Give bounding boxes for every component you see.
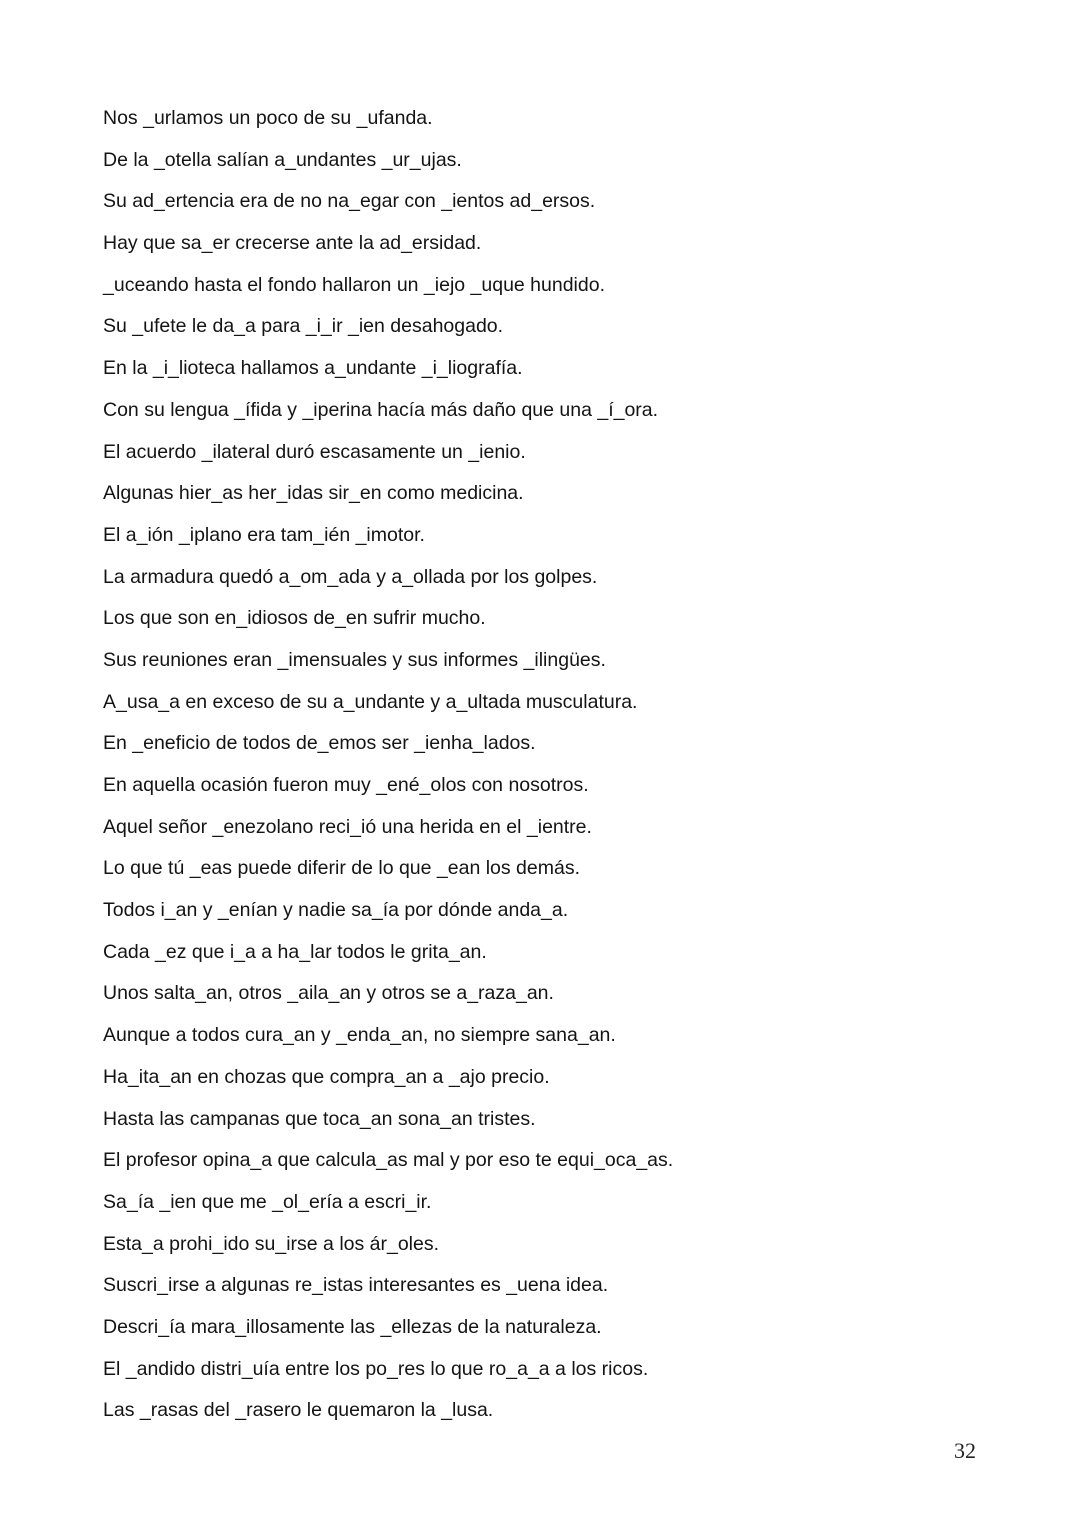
exercise-sentence: Suscri_irse a algunas re_istas interesantes es _uena idea. — [103, 1274, 609, 1297]
exercise-sentence: El profesor opina_a que calcula_as mal y por eso te equi_oca_as. — [103, 1149, 674, 1172]
page-number: 32 — [954, 1438, 976, 1463]
exercise-sentence: La armadura quedó a_om_ada y a_ollada por los golpes. — [103, 565, 598, 588]
exercise-sentence: Algunas hier_as her_idas sir_en como medicina. — [103, 482, 524, 505]
exercise-sentence: Todos i_an y _enían y nadie sa_ía por dónde anda_a. — [103, 899, 569, 922]
exercise-sentence: El acuerdo _ilateral duró escasamente un _ienio. — [103, 440, 526, 463]
exercise-sentence: Nos _urlamos un poco de su _ufanda. — [103, 107, 433, 129]
exercise-sentence: Sus reuniones eran _imensuales y sus informes _ilingües. — [103, 648, 606, 671]
exercise-sentence: Hay que sa_er crecerse ante la ad_ersidad. — [103, 232, 482, 255]
exercise-sentence: El _andido distri_uía entre los po_res lo que ro_a_a a los ricos. — [103, 1357, 649, 1380]
exercise-sentence: El a_ión _iplano era tam_ién _imotor. — [103, 523, 425, 546]
exercise-sentence: Unos salta_an, otros _aila_an y otros se a_raza_an. — [103, 982, 554, 1005]
exercise-sentence: Esta_a prohi_ido su_irse a los ár_oles. — [103, 1232, 440, 1255]
exercise-sentence: Las _rasas del _rasero le quemaron la _lusa. — [103, 1399, 494, 1422]
exercise-sentence: _uceando hasta el fondo hallaron un _iejo _uque hundido. — [103, 273, 606, 296]
exercise-sentence: Con su lengua _ífida y _iperina hacía más daño que una _í_ora. — [103, 398, 659, 421]
exercise-sentence: De la _otella salían a_undantes _ur_ujas. — [103, 148, 462, 171]
exercise-sentence: Sa_ía _ien que me _ol_ería a escri_ir. — [103, 1190, 432, 1213]
exercise-sentence: En aquella ocasión fueron muy _ené_olos con nosotros. — [103, 774, 589, 796]
exercise-sentence: Los que son en_idiosos de_en sufrir mucho. — [103, 607, 486, 630]
exercise-sentence: Hasta las campanas que toca_an sona_an tristes. — [103, 1107, 536, 1130]
exercise-sentence: Descri_ía mara_illosamente las _ellezas de la naturaleza. — [103, 1315, 602, 1338]
exercise-sentence: Su _ufete le da_a para _i_ir _ien desahogado. — [103, 315, 504, 338]
exercise-sentence-list — [103, 104, 673, 1438]
exercise-sentence: Ha_ita_an en chozas que compra_an a _ajo precio. — [103, 1065, 550, 1088]
exercise-sentence: Lo que tú _eas puede diferir de lo que _ean los demás. — [103, 857, 581, 880]
exercise-sentence: Aquel señor _enezolano reci_ió una herida en el _ientre. — [103, 815, 592, 838]
exercise-sentence: Su ad_ertencia era de no na_egar con _ientos ad_ersos. — [103, 190, 596, 213]
exercise-sentence: Aunque a todos cura_an y _enda_an, no siempre sana_an. — [103, 1024, 616, 1047]
exercise-sentence: En la _i_lioteca hallamos a_undante _i_liografía. — [103, 357, 523, 380]
exercise-sentence: En _eneficio de todos de_emos ser _ienha_lados. — [103, 732, 536, 755]
exercise-sentence: A_usa_a en exceso de su a_undante y a_ultada musculatura. — [103, 690, 638, 713]
exercise-sentence: Cada _ez que i_a a ha_lar todos le grita_an. — [103, 940, 487, 963]
